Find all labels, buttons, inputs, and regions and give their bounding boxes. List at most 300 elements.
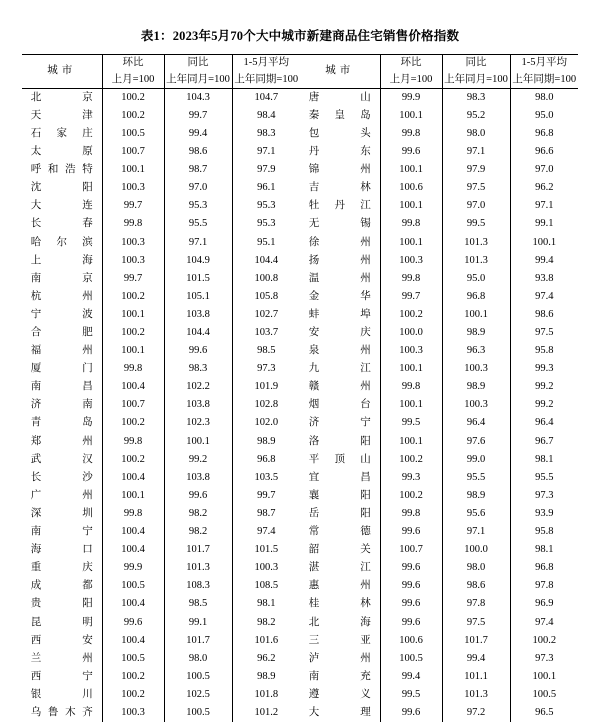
cell-yoy-right: 101.3 (442, 252, 510, 270)
cell-city-left (22, 632, 102, 650)
cell-yoy-left: 99.4 (164, 125, 232, 143)
col-group-avg-left: 1-5月平均 (232, 55, 300, 73)
cell-city-left (22, 596, 102, 614)
cell-city-left (22, 324, 102, 342)
cell-city-right (300, 252, 380, 270)
cell-mom-left: 99.8 (102, 505, 164, 523)
cell-city-right (300, 270, 380, 288)
table-row (22, 487, 578, 505)
cell-yoy-right: 101.3 (442, 234, 510, 252)
cell-city-right (300, 451, 380, 469)
cell-mom-right: 100.1 (380, 360, 442, 378)
cell-mom-left: 100.2 (102, 668, 164, 686)
table-row (22, 179, 578, 197)
city-label: 安庆 (309, 328, 371, 339)
cell-city-right (300, 379, 380, 397)
cell-avg-left: 97.3 (232, 360, 300, 378)
city-label: 泸州 (309, 654, 371, 665)
cell-city-left (22, 487, 102, 505)
city-label: 岳阳 (309, 509, 371, 520)
cell-avg-left: 95.1 (232, 234, 300, 252)
cell-avg-right: 95.0 (510, 107, 578, 125)
cell-city-right (300, 179, 380, 197)
cell-avg-right: 96.8 (510, 125, 578, 143)
city-label: 襄阳 (309, 491, 371, 502)
table-row (22, 252, 578, 270)
table-row (22, 89, 578, 108)
table-row (22, 469, 578, 487)
cell-yoy-right: 97.2 (442, 704, 510, 722)
cell-avg-left: 98.9 (232, 433, 300, 451)
cell-mom-right: 100.1 (380, 198, 442, 216)
cell-avg-right: 97.4 (510, 288, 578, 306)
cell-avg-left: 98.4 (232, 107, 300, 125)
city-label: 西安 (31, 636, 93, 647)
cell-city-right (300, 360, 380, 378)
cell-mom-right: 100.1 (380, 397, 442, 415)
cell-yoy-right: 96.3 (442, 342, 510, 360)
cell-mom-left: 100.2 (102, 451, 164, 469)
city-label: 郑州 (31, 437, 93, 448)
cell-avg-left: 104.4 (232, 252, 300, 270)
cell-avg-left: 97.4 (232, 523, 300, 541)
cell-yoy-right: 97.1 (442, 523, 510, 541)
cell-mom-left: 100.5 (102, 650, 164, 668)
cell-mom-left: 100.7 (102, 397, 164, 415)
cell-yoy-left: 104.9 (164, 252, 232, 270)
cell-avg-right: 96.8 (510, 559, 578, 577)
city-label: 唐山 (309, 93, 371, 104)
cell-avg-right: 99.3 (510, 360, 578, 378)
cell-avg-right: 97.1 (510, 198, 578, 216)
cell-city-left (22, 397, 102, 415)
cell-avg-left: 101.8 (232, 686, 300, 704)
cell-city-left (22, 704, 102, 722)
cell-avg-right: 96.2 (510, 179, 578, 197)
city-label: 南宁 (31, 527, 93, 538)
city-label: 宜昌 (309, 473, 371, 484)
cell-avg-left: 103.7 (232, 324, 300, 342)
cell-yoy-right: 100.1 (442, 306, 510, 324)
city-label: 重庆 (31, 563, 93, 574)
cell-yoy-right: 101.7 (442, 632, 510, 650)
cell-mom-left: 100.2 (102, 288, 164, 306)
cell-mom-right: 100.2 (380, 306, 442, 324)
city-label: 北海 (309, 618, 371, 629)
cell-avg-left: 98.3 (232, 125, 300, 143)
city-label: 韶关 (309, 545, 371, 556)
cell-avg-left: 99.7 (232, 487, 300, 505)
cell-city-left (22, 541, 102, 559)
cell-city-left (22, 650, 102, 668)
table-row (22, 143, 578, 161)
cell-yoy-right: 95.0 (442, 270, 510, 288)
cell-mom-right: 99.3 (380, 469, 442, 487)
cell-city-left (22, 143, 102, 161)
city-label: 上海 (31, 256, 93, 267)
city-label: 乌鲁木齐 (31, 708, 93, 719)
cell-avg-right: 96.6 (510, 143, 578, 161)
cell-yoy-left: 101.7 (164, 632, 232, 650)
cell-mom-left: 100.5 (102, 125, 164, 143)
cell-mom-right: 99.6 (380, 614, 442, 632)
table-row (22, 270, 578, 288)
cell-avg-right: 97.4 (510, 614, 578, 632)
cell-mom-left: 99.6 (102, 614, 164, 632)
cell-avg-right: 98.0 (510, 89, 578, 108)
cell-city-right (300, 107, 380, 125)
cell-avg-right: 99.2 (510, 397, 578, 415)
city-label: 贵阳 (31, 599, 93, 610)
cell-avg-left: 105.8 (232, 288, 300, 306)
cell-mom-left: 99.9 (102, 559, 164, 577)
cell-yoy-left: 98.7 (164, 161, 232, 179)
cell-mom-left: 100.2 (102, 107, 164, 125)
cell-city-right (300, 650, 380, 668)
cell-yoy-right: 100.3 (442, 360, 510, 378)
table-row (22, 342, 578, 360)
city-label: 徐州 (309, 238, 371, 249)
city-label: 三亚 (309, 636, 371, 647)
city-label: 哈尔滨 (31, 238, 93, 249)
cell-mom-left: 100.3 (102, 234, 164, 252)
city-label: 西宁 (31, 672, 93, 683)
cell-mom-right: 99.6 (380, 596, 442, 614)
cell-mom-left: 100.1 (102, 306, 164, 324)
cell-avg-left: 96.8 (232, 451, 300, 469)
cell-avg-right: 95.8 (510, 342, 578, 360)
cell-yoy-right: 99.0 (442, 451, 510, 469)
cell-avg-left: 101.5 (232, 541, 300, 559)
cell-avg-left: 98.7 (232, 505, 300, 523)
cell-mom-right: 99.6 (380, 523, 442, 541)
cell-mom-left: 100.3 (102, 179, 164, 197)
cell-avg-right: 96.4 (510, 415, 578, 433)
cell-city-right (300, 415, 380, 433)
city-label: 合肥 (31, 328, 93, 339)
cell-yoy-right: 97.0 (442, 198, 510, 216)
cell-mom-left: 99.8 (102, 433, 164, 451)
city-label: 济宁 (309, 418, 371, 429)
cell-city-right (300, 306, 380, 324)
table-row (22, 541, 578, 559)
cell-avg-right: 99.2 (510, 379, 578, 397)
cell-avg-right: 96.9 (510, 596, 578, 614)
table-row (22, 360, 578, 378)
cell-city-left (22, 559, 102, 577)
cell-yoy-left: 98.3 (164, 360, 232, 378)
cell-yoy-right: 100.0 (442, 541, 510, 559)
table-body (22, 89, 578, 722)
table-row (22, 107, 578, 125)
cell-city-left (22, 342, 102, 360)
cell-mom-left: 100.1 (102, 161, 164, 179)
cell-yoy-left: 103.8 (164, 306, 232, 324)
cell-city-right (300, 668, 380, 686)
cell-city-left (22, 89, 102, 108)
table-row (22, 324, 578, 342)
cell-city-right (300, 505, 380, 523)
cell-yoy-right: 99.5 (442, 216, 510, 234)
cell-mom-right: 99.5 (380, 686, 442, 704)
cell-mom-right: 100.6 (380, 632, 442, 650)
cell-mom-right: 99.8 (380, 125, 442, 143)
cell-yoy-right: 97.6 (442, 433, 510, 451)
cell-mom-left: 100.4 (102, 596, 164, 614)
table-row (22, 704, 578, 722)
city-label: 长沙 (31, 473, 93, 484)
cell-yoy-right: 100.3 (442, 397, 510, 415)
cell-city-left (22, 668, 102, 686)
cell-yoy-left: 95.3 (164, 198, 232, 216)
city-label: 惠州 (309, 581, 371, 592)
cell-city-left (22, 686, 102, 704)
cell-city-right (300, 161, 380, 179)
cell-avg-right: 97.3 (510, 650, 578, 668)
cell-avg-left: 98.9 (232, 668, 300, 686)
cell-city-left (22, 161, 102, 179)
cell-yoy-left: 98.0 (164, 650, 232, 668)
col-base-avg-right: 上年同期=100 (510, 72, 578, 89)
cell-yoy-left: 98.6 (164, 143, 232, 161)
cell-yoy-right: 97.9 (442, 161, 510, 179)
cell-avg-left: 100.3 (232, 559, 300, 577)
cell-yoy-right: 98.3 (442, 89, 510, 108)
cell-mom-left: 100.2 (102, 324, 164, 342)
cell-city-left (22, 252, 102, 270)
cell-mom-right: 99.8 (380, 216, 442, 234)
cell-avg-right: 100.1 (510, 234, 578, 252)
cell-city-right (300, 342, 380, 360)
cell-city-left (22, 415, 102, 433)
cell-mom-left: 100.7 (102, 143, 164, 161)
cell-city-left (22, 107, 102, 125)
cell-yoy-left: 102.3 (164, 415, 232, 433)
city-label: 沈阳 (31, 183, 93, 194)
cell-yoy-right: 101.3 (442, 686, 510, 704)
cell-city-left (22, 288, 102, 306)
cell-avg-left: 102.8 (232, 397, 300, 415)
page-title: 表1：2023年5月70个大中城市新建商品住宅销售价格指数 (0, 0, 600, 54)
cell-city-right (300, 397, 380, 415)
cell-yoy-left: 100.5 (164, 668, 232, 686)
cell-mom-left: 99.7 (102, 270, 164, 288)
cell-mom-right: 99.7 (380, 288, 442, 306)
cell-city-right (300, 216, 380, 234)
city-label: 石家庄 (31, 129, 93, 140)
col-base-mom-right: 上月=100 (380, 72, 442, 89)
cell-avg-left: 101.9 (232, 379, 300, 397)
cell-yoy-left: 100.1 (164, 433, 232, 451)
cell-avg-right: 97.0 (510, 161, 578, 179)
cell-city-right (300, 487, 380, 505)
cell-city-left (22, 125, 102, 143)
cell-mom-right: 100.5 (380, 650, 442, 668)
cell-yoy-left: 104.3 (164, 89, 232, 108)
cell-city-right (300, 198, 380, 216)
city-label: 厦门 (31, 364, 93, 375)
cell-yoy-left: 105.1 (164, 288, 232, 306)
cell-avg-right: 100.1 (510, 668, 578, 686)
city-label: 太原 (31, 147, 93, 158)
table-row (22, 632, 578, 650)
cell-city-right (300, 704, 380, 722)
cell-avg-right: 98.1 (510, 451, 578, 469)
col-base-yoy-left: 上年同月=100 (164, 72, 232, 89)
city-label: 金华 (309, 292, 371, 303)
cell-avg-right: 93.8 (510, 270, 578, 288)
cell-city-right (300, 288, 380, 306)
cell-city-right (300, 559, 380, 577)
cell-yoy-right: 98.6 (442, 578, 510, 596)
cell-city-right (300, 578, 380, 596)
table-row (22, 523, 578, 541)
price-index-table-wrap (0, 54, 600, 722)
city-label: 海口 (31, 545, 93, 556)
city-label: 丹东 (309, 147, 371, 158)
table-header-group (22, 55, 578, 89)
city-label: 广州 (31, 491, 93, 502)
table-row (22, 216, 578, 234)
col-group-yoy-right: 同比 (442, 55, 510, 73)
cell-city-right (300, 125, 380, 143)
cell-city-right (300, 324, 380, 342)
cell-mom-right: 100.3 (380, 342, 442, 360)
cell-mom-right: 99.8 (380, 270, 442, 288)
cell-mom-right: 99.6 (380, 143, 442, 161)
city-label: 常德 (309, 527, 371, 538)
cell-yoy-right: 98.9 (442, 324, 510, 342)
cell-city-left (22, 306, 102, 324)
city-label: 吉林 (309, 183, 371, 194)
cell-mom-left: 100.3 (102, 704, 164, 722)
cell-avg-left: 98.2 (232, 614, 300, 632)
city-label: 呼和浩特 (31, 165, 93, 176)
cell-avg-left: 97.1 (232, 143, 300, 161)
col-base-avg-left: 上年同期=100 (232, 72, 300, 89)
city-label: 秦皇岛 (309, 111, 371, 122)
cell-city-left (22, 523, 102, 541)
cell-mom-right: 100.1 (380, 433, 442, 451)
city-label: 成都 (31, 581, 93, 592)
col-group-mom-right: 环比 (380, 55, 442, 73)
col-header-city-left: 城市 (22, 55, 102, 89)
city-label: 北京 (31, 93, 93, 104)
cell-avg-right: 99.4 (510, 252, 578, 270)
cell-city-left (22, 198, 102, 216)
cell-yoy-right: 98.0 (442, 125, 510, 143)
city-label: 烟台 (309, 400, 371, 411)
cell-mom-left: 100.2 (102, 89, 164, 108)
table-row (22, 578, 578, 596)
cell-yoy-left: 99.7 (164, 107, 232, 125)
city-label: 天津 (31, 111, 93, 122)
table-row (22, 397, 578, 415)
cell-avg-left: 104.7 (232, 89, 300, 108)
table-row (22, 686, 578, 704)
cell-yoy-left: 99.6 (164, 342, 232, 360)
cell-yoy-right: 95.5 (442, 469, 510, 487)
cell-avg-left: 108.5 (232, 578, 300, 596)
cell-yoy-left: 103.8 (164, 469, 232, 487)
cell-mom-right: 99.6 (380, 704, 442, 722)
cell-mom-right: 100.1 (380, 107, 442, 125)
city-label: 福州 (31, 346, 93, 357)
cell-mom-left: 100.4 (102, 469, 164, 487)
cell-yoy-left: 97.0 (164, 179, 232, 197)
cell-city-right (300, 523, 380, 541)
col-base-mom-left: 上月=100 (102, 72, 164, 89)
cell-yoy-right: 98.9 (442, 379, 510, 397)
cell-yoy-right: 96.8 (442, 288, 510, 306)
cell-city-left (22, 469, 102, 487)
cell-avg-left: 96.1 (232, 179, 300, 197)
cell-avg-right: 99.1 (510, 216, 578, 234)
cell-mom-right: 99.4 (380, 668, 442, 686)
table-row (22, 234, 578, 252)
cell-avg-left: 103.5 (232, 469, 300, 487)
cell-city-left (22, 360, 102, 378)
cell-yoy-left: 99.6 (164, 487, 232, 505)
table-row (22, 668, 578, 686)
cell-city-left (22, 216, 102, 234)
cell-yoy-left: 98.2 (164, 505, 232, 523)
table-row (22, 650, 578, 668)
city-label: 赣州 (309, 382, 371, 393)
table-row (22, 433, 578, 451)
cell-yoy-left: 97.1 (164, 234, 232, 252)
cell-city-left (22, 578, 102, 596)
city-label: 包头 (309, 129, 371, 140)
city-label: 温州 (309, 274, 371, 285)
cell-yoy-right: 101.1 (442, 668, 510, 686)
cell-avg-right: 98.1 (510, 541, 578, 559)
cell-yoy-left: 104.4 (164, 324, 232, 342)
cell-yoy-right: 97.5 (442, 179, 510, 197)
col-group-avg-right: 1-5月平均 (510, 55, 578, 73)
city-label: 济南 (31, 400, 93, 411)
cell-city-right (300, 433, 380, 451)
cell-mom-right: 100.7 (380, 541, 442, 559)
cell-city-left (22, 179, 102, 197)
cell-mom-right: 100.1 (380, 234, 442, 252)
cell-yoy-left: 108.3 (164, 578, 232, 596)
cell-mom-right: 99.5 (380, 415, 442, 433)
cell-mom-left: 100.4 (102, 541, 164, 559)
city-label: 洛阳 (309, 437, 371, 448)
table-row (22, 614, 578, 632)
cell-yoy-left: 99.1 (164, 614, 232, 632)
cell-yoy-left: 100.5 (164, 704, 232, 722)
cell-avg-left: 101.2 (232, 704, 300, 722)
cell-yoy-left: 101.5 (164, 270, 232, 288)
city-label: 昆明 (31, 618, 93, 629)
cell-mom-right: 99.6 (380, 578, 442, 596)
table-row (22, 451, 578, 469)
city-label: 宁波 (31, 310, 93, 321)
cell-avg-left: 98.5 (232, 342, 300, 360)
city-label: 兰州 (31, 654, 93, 665)
cell-avg-left: 97.9 (232, 161, 300, 179)
cell-mom-left: 99.8 (102, 216, 164, 234)
cell-city-right (300, 89, 380, 108)
cell-mom-left: 100.3 (102, 252, 164, 270)
cell-mom-left: 100.2 (102, 415, 164, 433)
cell-avg-right: 93.9 (510, 505, 578, 523)
city-label: 青岛 (31, 418, 93, 429)
cell-city-left (22, 614, 102, 632)
cell-mom-left: 100.4 (102, 379, 164, 397)
